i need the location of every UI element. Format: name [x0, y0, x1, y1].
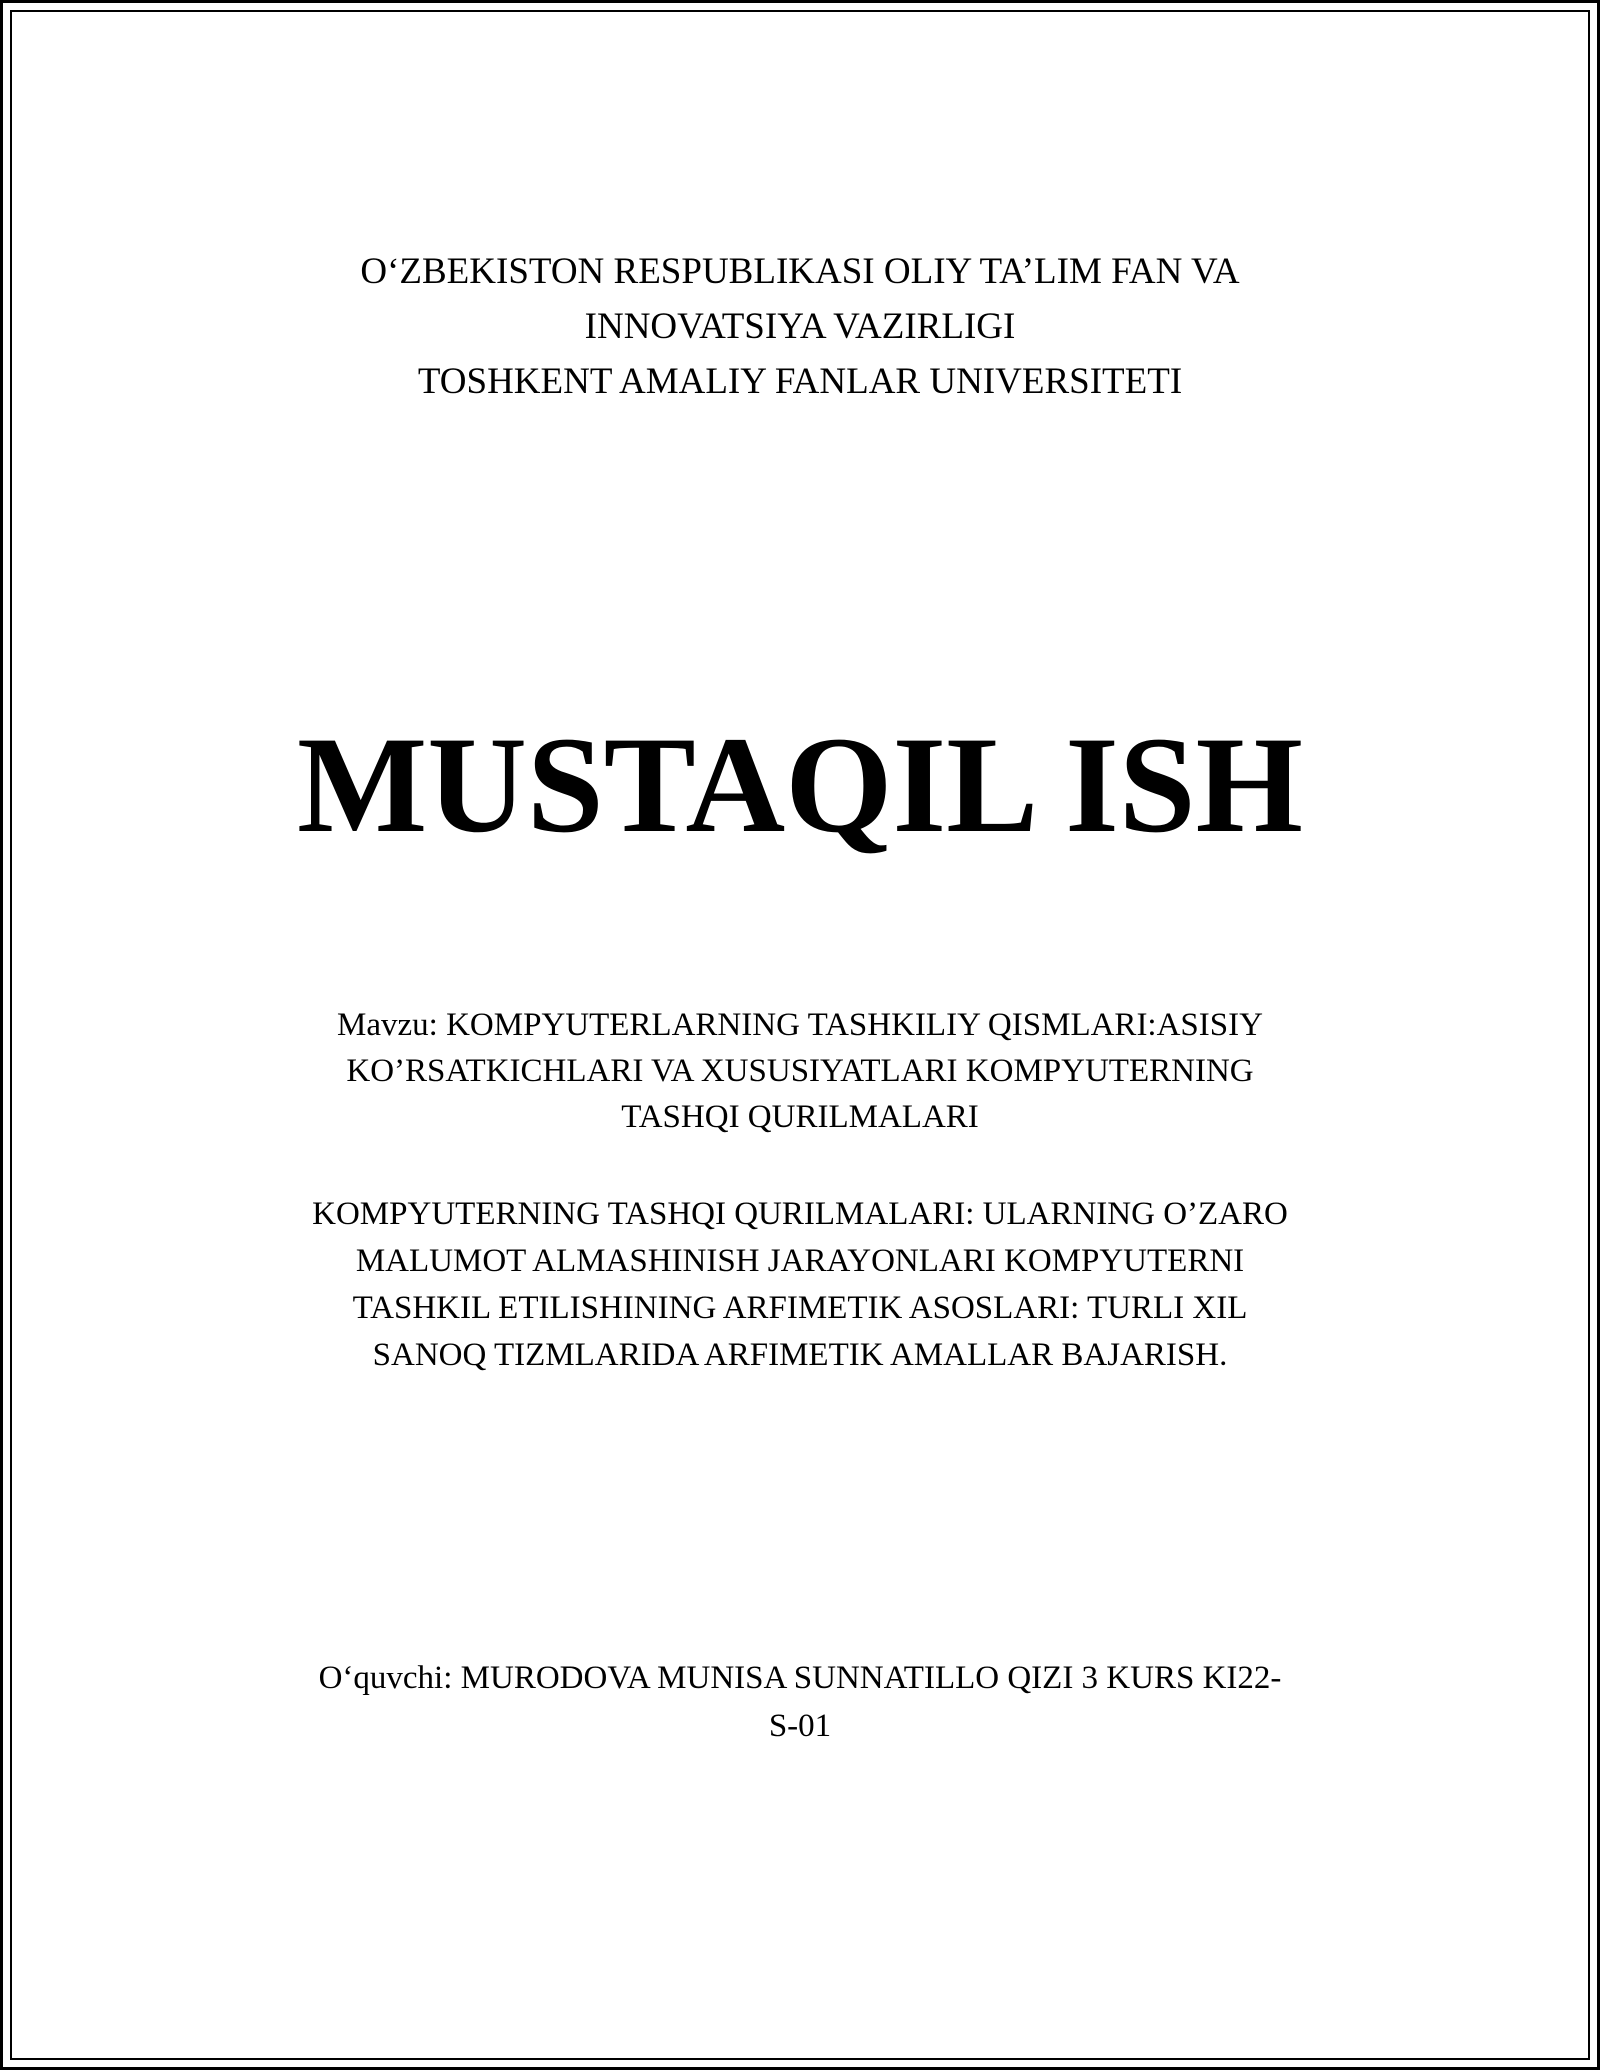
student-line-1: O‘quvchi: MURODOVA MUNISA SUNNATILLO QIZI 3 KURS KI22-	[318, 1660, 1282, 1696]
institution-line-3: TOSHKENT AMALIY FANLAR UNIVERSITETI	[417, 361, 1183, 402]
topic2-line-1: KOMPYUTERNING TASHQI QURILMALARI: ULARNING O’ZARO	[312, 1196, 1288, 1232]
topic-block	[200, 1002, 1400, 1140]
topic-line-2: KO’RSATKICHLARI VA XUSUSIYATLARI KOMPYUTERNING	[346, 1053, 1254, 1089]
topic-line-1: Mavzu: KOMPYUTERLARNING TASHKILIY QISMLARI:ASISIY	[337, 1007, 1263, 1043]
topic-line-3: TASHQI QURILMALARI	[621, 1099, 979, 1135]
student-line-2: S-01	[768, 1708, 832, 1744]
institution-line-2: INNOVATSIYA VAZIRLIGI	[584, 306, 1016, 347]
topic2-line-4: SANOQ TIZMLARIDA ARFIMETIK AMALLAR BAJARISH.	[372, 1337, 1228, 1373]
topic-continuation-block	[200, 1191, 1400, 1379]
topic2-line-2: MALUMOT ALMASHINISH JARAYONLARI KOMPYUTERNI	[355, 1243, 1245, 1279]
topic2-line-3: TASHKIL ETILISHINING ARFIMETIK ASOSLARI: TURLI XIL	[352, 1290, 1248, 1326]
institution-line-1: O‘ZBEKISTON RESPUBLIKASI OLIY TA’LIM FAN VA	[360, 251, 1240, 292]
student-info	[200, 1654, 1400, 1750]
institution-header	[200, 244, 1400, 409]
document-title: MUSTAQIL ISH	[297, 708, 1303, 861]
